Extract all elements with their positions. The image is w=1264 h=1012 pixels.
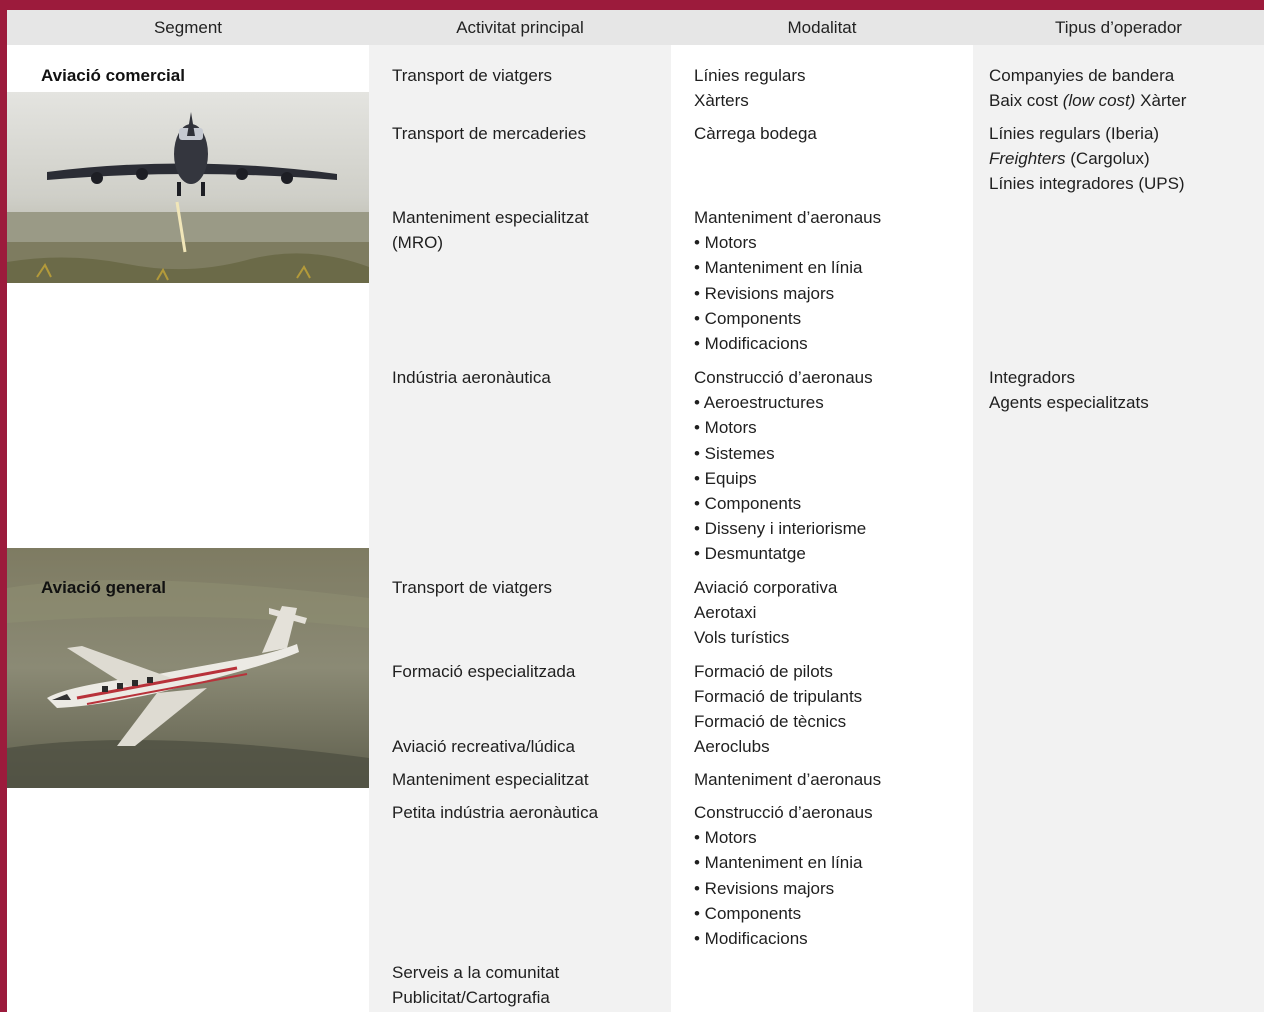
list-item: • Equips	[694, 468, 757, 488]
list-item: • Motors	[694, 418, 757, 438]
header-segment: Segment	[153, 18, 223, 37]
list-item: • Sistemes	[694, 443, 775, 463]
modality-commercial-cargo: Càrrega bodega	[694, 124, 817, 143]
left-accent-rule	[0, 0, 7, 1012]
operator-commercial-passenger: Companyies de bandera Baix cost (low cost) Xàrter	[989, 66, 1187, 111]
modality-general-training: Formació de pilots Formació de tripulants Formació de tècnics	[694, 662, 863, 732]
modality-commercial-passenger: Línies regulars Xàrters	[694, 66, 806, 111]
segment-general: Aviació general	[41, 578, 167, 597]
activity-column	[369, 45, 671, 1012]
list-item: • Modificacions	[694, 929, 808, 949]
modality-general-small-industry: Construcció d’aeronaus • Motors • Manteniment en línia • Revisions majors • Components • Modificacions	[694, 800, 873, 951]
list-item: • Modificacions	[694, 334, 808, 354]
modality-general-passenger: Aviació corporativa Aerotaxi Vols turístics	[694, 578, 838, 648]
activity-commercial-industry: Indústria aeronàutica	[392, 368, 551, 387]
list-item: • Disseny i interiorisme	[694, 519, 867, 539]
modality-commercial-mro: Manteniment d’aeronaus • Motors • Manteniment en línia • Revisions majors • Components • Modificacions	[694, 205, 881, 356]
header-modality: Modalitat	[787, 18, 857, 37]
activity-general-small-industry: Petita indústria aeronàutica	[392, 803, 599, 822]
list-item: • Revisions majors	[694, 878, 835, 898]
list-item: • Components	[694, 903, 802, 923]
list-item: • Desmuntatge	[694, 544, 806, 564]
modality-general-maintenance: Manteniment d’aeronaus	[694, 770, 882, 789]
airliner-photo	[7, 92, 369, 283]
modality-commercial-industry: Construcció d’aeronaus • Aeroestructures • Motors • Sistemes • Equips • Components • Disseny i interiorisme • Desmuntatge	[694, 365, 873, 567]
list-item: • Motors	[694, 233, 757, 253]
modality-general-recreational: Aeroclubs	[694, 737, 770, 756]
activity-commercial-passenger: Transport de viatgers	[392, 66, 552, 85]
activity-general-passenger: Transport de viatgers	[392, 578, 552, 597]
activity-commercial-mro: Manteniment especialitzat (MRO)	[392, 208, 589, 253]
list-item: • Aeroestructures	[694, 393, 824, 413]
activity-commercial-cargo: Transport de mercaderies	[392, 124, 587, 143]
activity-general-services: Serveis a la comunitat Publicitat/Cartografia	[392, 963, 560, 1008]
list-item: • Revisions majors	[694, 283, 835, 303]
header-operator: Tipus d’operador	[1055, 18, 1182, 37]
header-activity: Activitat principal	[456, 18, 584, 37]
operator-commercial-cargo: Línies regulars (Iberia) Freighters (Cargolux) Línies integradores (UPS)	[989, 124, 1185, 194]
table-header	[7, 10, 1264, 45]
activity-general-recreational: Aviació recreativa/lúdica	[392, 737, 575, 756]
list-item: • Motors	[694, 828, 757, 848]
operator-commercial-industry: Integradors Agents especialitzats	[989, 368, 1149, 413]
activity-general-training: Formació especialitzada	[392, 662, 576, 681]
activity-general-maintenance: Manteniment especialitzat	[392, 770, 589, 789]
segment-commercial: Aviació comercial	[41, 66, 185, 85]
list-item: • Components	[694, 494, 802, 514]
list-item: • Manteniment en línia	[694, 853, 863, 873]
list-item: • Components	[694, 308, 802, 328]
top-accent-bar	[0, 0, 1264, 10]
list-item: • Manteniment en línia	[694, 258, 863, 278]
